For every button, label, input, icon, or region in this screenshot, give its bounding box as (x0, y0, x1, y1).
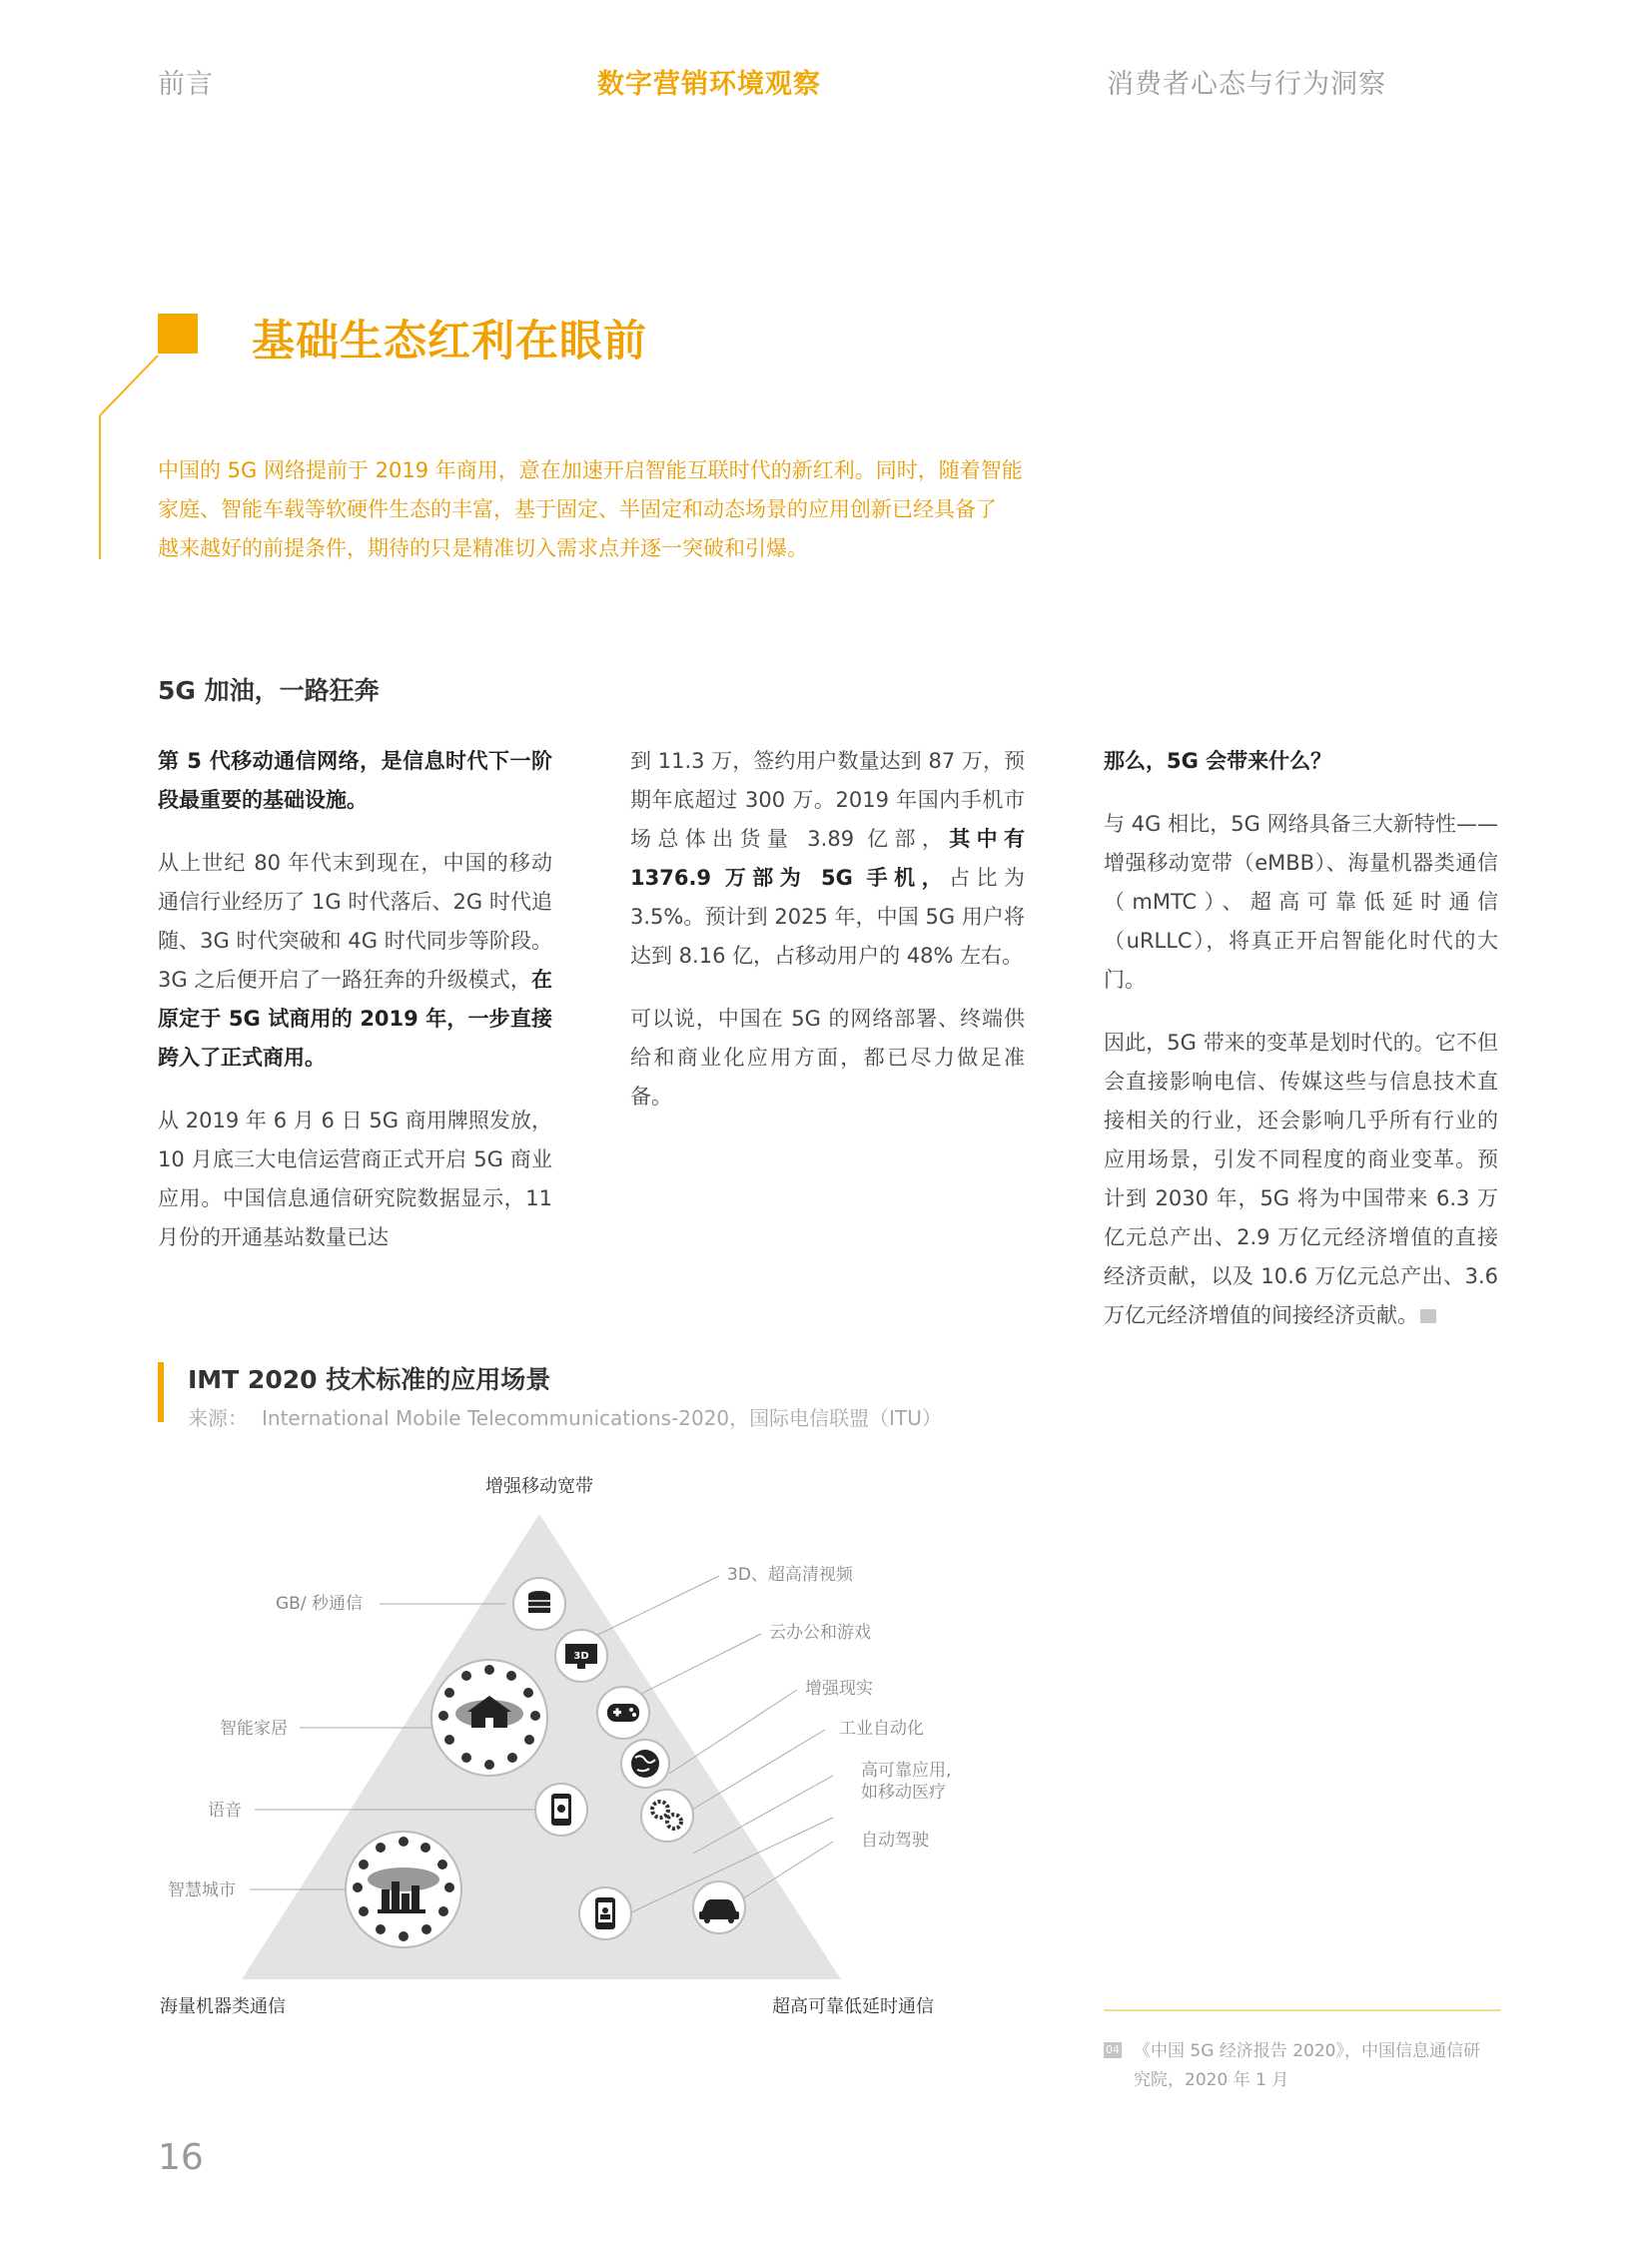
source-label: 来源： (188, 1406, 248, 1430)
intro-line: 家庭、智能车载等软硬件生态的丰富，基于固定、半固定和动态场景的应用创新已经具备了 (158, 497, 997, 521)
label-mobile-health: 如移动医疗 (861, 1783, 946, 1803)
col2-paragraph-1 (630, 742, 1025, 976)
footnote-line: 《中国 5G 经济报告 2020》，中国信息通信研 (1134, 2041, 1480, 2061)
footnote-badge: 04 (1106, 2043, 1120, 2056)
label-gbps: GB/ 秒通信 (276, 1594, 363, 1614)
intro-paragraph (158, 451, 1027, 568)
col3-heading: 那么，5G 会带来什么？ (1104, 749, 1332, 773)
imt2020-triangle-diagram (150, 1458, 969, 2017)
col2-paragraph-2: 可以说，中国在 5G 的网络部署、终端供给和商业化应用方面，都已尽力做足准备。 (630, 1007, 1025, 1109)
label-industrial-automation: 工业自动化 (839, 1719, 924, 1739)
footnote-line: 究院，2020 年 1 月 (1134, 2070, 1289, 2090)
label-3d-video: 3D、超高清视频 (727, 1565, 853, 1585)
database-icon (513, 1578, 565, 1630)
gamepad-icon (597, 1687, 649, 1739)
label-autonomous-driving: 自动驾驶 (861, 1831, 929, 1851)
nav-digital-marketing[interactable]: 数字营销环境观察 (597, 69, 821, 100)
subheading: 5G 加油，一路狂奔 (158, 676, 380, 705)
3d-monitor-icon (555, 1630, 607, 1682)
label-embb: 增强移动宽带 (485, 1476, 593, 1497)
col3-p2-text: 因此，5G 带来的变革是划时代的。它不但会直接影响电信、传媒这些与信息技术直接相关的行业，还会影响几乎所有行业的应用场景，引发不同程度的商业变革。预计到 2030 年，5G 将为中国带来 6.3 万亿元总产出、2.9 万亿元经济增值的直接经济贡献，以及 10.6 万亿元总产出、3.6 万亿元经济增值的间接经济贡献。 (1104, 1031, 1498, 1327)
col2-p1-bold: 其中有 1376.9 万部为 5G 手机， (630, 827, 1026, 890)
col3-paragraph-1: 与 4G 相比，5G 网络具备三大新特性——增强移动宽带（eMBB）、海量机器类通信（mMTC）、超高可靠低延时通信（uRLLC），将真正开启智能化时代的大门。 (1104, 812, 1498, 992)
car-icon (693, 1881, 745, 1933)
footnote-divider (1104, 2009, 1501, 2011)
ar-globe-icon (621, 1740, 669, 1788)
intro-line: 越来越好的前提条件，期待的只是精准切入需求点并逐一突破和引爆。 (158, 536, 808, 560)
title-square-marker (158, 314, 198, 354)
col2-p1-text-end: 占比为 3.5%。预计到 2025 年，中国 5G 用户将达到 8.16 亿，占移动用户的 48% 左右。 (630, 866, 1026, 968)
label-high-reliability: 高可靠应用, (861, 1761, 952, 1781)
label-urllc: 超高可靠低延时通信 (772, 1996, 934, 2017)
label-smart-home: 智能家居 (220, 1719, 288, 1739)
col1-paragraph-2 (158, 844, 552, 1078)
3d-icon-text: 3D (573, 1651, 589, 1662)
footnote-reference-mark[interactable] (1420, 1309, 1436, 1323)
figure-title: IMT 2020 技术标准的应用场景 (188, 1365, 551, 1394)
label-smart-city: 智慧城市 (168, 1880, 236, 1900)
source-text: International Mobile Telecommunications-2020，国际电信联盟（ITU） (262, 1406, 942, 1430)
nav-preface[interactable]: 前言 (158, 69, 214, 100)
smart-home-icon-cluster (431, 1660, 547, 1776)
figure-accent-bar (158, 1362, 164, 1422)
figure-source (188, 1402, 956, 1431)
col1-paragraph-3: 从 2019 年 6 月 6 日 5G 商用牌照发放，10 月底三大电信运营商正式开启 5G 商业应用。中国信息通信研究院数据显示，11 月份的开通基站数量已达 (158, 1109, 552, 1249)
intro-line: 中国的 5G 网络提前于 2019 年商用，意在加速开启智能互联时代的新红利。同时，随着智能 (158, 458, 1023, 482)
gears-icon (641, 1790, 693, 1842)
decorative-bracket-line (0, 350, 170, 569)
nav-consumer-insight[interactable]: 消费者心态与行为洞察 (1107, 69, 1386, 100)
section-title: 基础生态红利在眼前 (252, 317, 647, 367)
page-number: 16 (158, 2137, 204, 2178)
footnote-text (1134, 2037, 1503, 2095)
col1-p2-bold: 在原定于 5G 试商用的 2019 年，一步直接跨入了正式商用。 (158, 968, 552, 1070)
mobile-health-icon (579, 1887, 631, 1939)
label-cloud-gaming: 云办公和游戏 (769, 1623, 871, 1643)
label-voice: 语音 (208, 1801, 242, 1821)
smartphone-voice-icon (535, 1784, 587, 1836)
label-mmtc: 海量机器类通信 (160, 1996, 286, 2017)
col3-paragraph-2 (1104, 1024, 1498, 1335)
column-3 (1104, 742, 1498, 1359)
column-2 (630, 742, 1025, 1140)
label-ar: 增强现实 (805, 1679, 873, 1699)
col1-p2-text: 从上世纪 80 年代末到现在，中国的移动通信行业经历了 1G 时代落后、2G 时代追随、3G 时代突破和 4G 时代同步等阶段。3G 之后便开启了一路狂奔的升级模式， (158, 851, 552, 992)
col2-p1-text: 到 11.3 万，签约用户数量达到 87 万，预期年底超过 300 万。2019 年国内手机市场总体出货量 3.89 亿部， (630, 749, 1025, 851)
col1-lead: 第 5 代移动通信网络，是信息时代下一阶段最重要的基础设施。 (158, 749, 552, 812)
smart-city-icon-cluster (346, 1832, 461, 1947)
column-1 (158, 742, 552, 1281)
